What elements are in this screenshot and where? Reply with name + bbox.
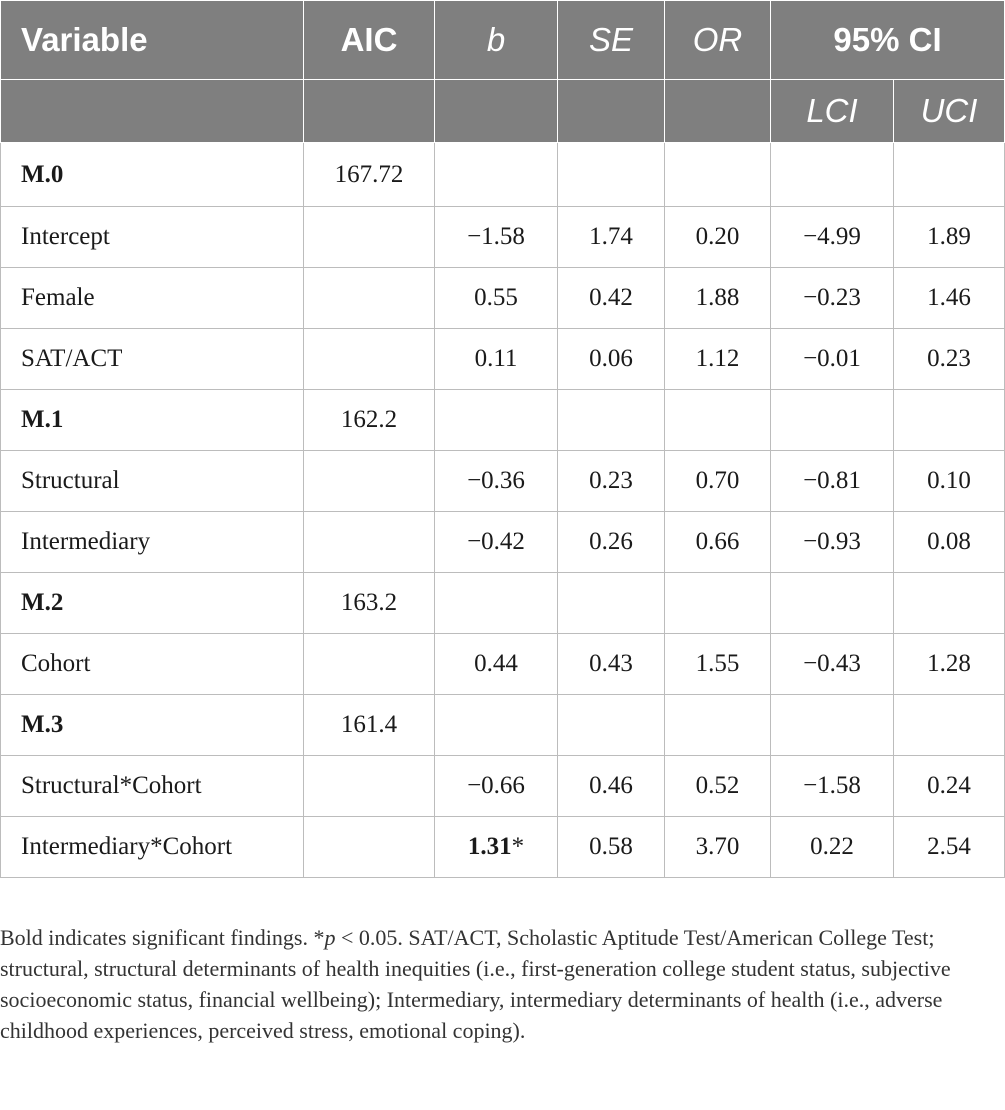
cell-b-value: −0.36 [467, 467, 525, 494]
cell-uci [894, 143, 1005, 207]
cell-lci: −0.01 [771, 329, 894, 390]
cell-or [665, 390, 771, 451]
header-blank [1, 80, 304, 143]
cell-uci: 1.46 [894, 268, 1005, 329]
cell-or: 0.20 [665, 207, 771, 268]
cell-uci [894, 573, 1005, 634]
cell-name: Structural [1, 451, 304, 512]
cell-aic: 163.2 [304, 573, 435, 634]
cell-lci: −4.99 [771, 207, 894, 268]
cell-name: Female [1, 268, 304, 329]
cell-or [665, 143, 771, 207]
table-row [1, 268, 1005, 329]
cell-se: 1.74 [558, 207, 665, 268]
cell-lci: −0.81 [771, 451, 894, 512]
cell-or: 1.88 [665, 268, 771, 329]
cell-lci [771, 143, 894, 207]
cell-name: M.0 [1, 143, 304, 207]
cell-lci [771, 695, 894, 756]
cell-uci [894, 695, 1005, 756]
table-row [1, 756, 1005, 817]
footnote-bold-note: Bold indicates significant findings. * [0, 925, 325, 950]
cell-name: M.1 [1, 390, 304, 451]
table-row [1, 817, 1005, 878]
cell-name: Intermediary*Cohort [1, 817, 304, 878]
cell-name: Intermediary [1, 512, 304, 573]
header-lci: LCI [771, 80, 894, 143]
cell-name: M.3 [1, 695, 304, 756]
table-footnote [0, 922, 1000, 1046]
table-row [1, 451, 1005, 512]
cell-uci: 2.54 [894, 817, 1005, 878]
cell-b-value: 0.11 [474, 345, 518, 372]
header-variable: Variable [1, 1, 304, 80]
header-subrow [1, 80, 1005, 143]
model-row [1, 573, 1005, 634]
cell-or: 1.12 [665, 329, 771, 390]
cell-uci: 0.24 [894, 756, 1005, 817]
cell-uci [894, 390, 1005, 451]
model-row [1, 143, 1005, 207]
cell-aic: 167.72 [304, 143, 435, 207]
model-row [1, 695, 1005, 756]
cell-lci [771, 573, 894, 634]
cell-lci: 0.22 [771, 817, 894, 878]
header-ci: 95% CI [771, 1, 1005, 80]
cell-uci: 0.10 [894, 451, 1005, 512]
cell-or: 0.52 [665, 756, 771, 817]
table-row [1, 634, 1005, 695]
cell-b [435, 390, 558, 451]
cell-b-value: 0.55 [474, 284, 518, 311]
cell-b [435, 143, 558, 207]
cell-name: SAT/ACT [1, 329, 304, 390]
significance-star: * [511, 833, 525, 860]
model-row [1, 390, 1005, 451]
cell-aic [304, 817, 435, 878]
cell-b [435, 817, 558, 878]
cell-se: 0.06 [558, 329, 665, 390]
header-blank [558, 80, 665, 143]
cell-or: 0.70 [665, 451, 771, 512]
cell-b [435, 695, 558, 756]
cell-b [435, 268, 558, 329]
header-blank [304, 80, 435, 143]
cell-or [665, 573, 771, 634]
cell-b [435, 634, 558, 695]
cell-aic [304, 207, 435, 268]
cell-se: 0.42 [558, 268, 665, 329]
cell-b [435, 756, 558, 817]
cell-lci: −0.93 [771, 512, 894, 573]
header-row [1, 1, 1005, 80]
cell-aic: 162.2 [304, 390, 435, 451]
cell-se: 0.46 [558, 756, 665, 817]
cell-se: 0.43 [558, 634, 665, 695]
cell-or: 1.55 [665, 634, 771, 695]
cell-aic [304, 329, 435, 390]
cell-se [558, 390, 665, 451]
cell-lci: −0.43 [771, 634, 894, 695]
footnote-threshold: < 0.05. [335, 925, 403, 950]
cell-uci: 1.89 [894, 207, 1005, 268]
cell-name: Structural*Cohort [1, 756, 304, 817]
table-header [1, 1, 1005, 143]
cell-b [435, 451, 558, 512]
cell-name: Cohort [1, 634, 304, 695]
footnote-p-letter: p [324, 925, 336, 950]
cell-b-value: 0.44 [474, 650, 518, 677]
cell-b [435, 207, 558, 268]
table-row [1, 329, 1005, 390]
cell-se: 0.26 [558, 512, 665, 573]
cell-aic: 161.4 [304, 695, 435, 756]
cell-or: 3.70 [665, 817, 771, 878]
cell-or [665, 695, 771, 756]
cell-b-value: 1.31 [467, 833, 512, 860]
cell-aic [304, 451, 435, 512]
cell-aic [304, 634, 435, 695]
cell-name: Intercept [1, 207, 304, 268]
header-blank [665, 80, 771, 143]
cell-se [558, 143, 665, 207]
header-or: OR [665, 1, 771, 80]
cell-b-value: −0.66 [467, 772, 525, 799]
cell-se: 0.58 [558, 817, 665, 878]
footnote-abbreviations: SAT/ACT, Scholastic Aptitude Test/American College Test; structural, structural determinants of health inequities (i.e., first-generation college student status, subjective socioeconomic status, financial wellbeing); Intermediary, intermediary determinants of health (i.e., adverse childhood experiences, perceived stress, emotional coping). [0, 925, 951, 1043]
cell-se [558, 695, 665, 756]
header-blank [435, 80, 558, 143]
cell-aic [304, 512, 435, 573]
cell-lci: −0.23 [771, 268, 894, 329]
header-se: SE [558, 1, 665, 80]
header-aic: AIC [304, 1, 435, 80]
header-b: b [435, 1, 558, 80]
table-row [1, 512, 1005, 573]
cell-or: 0.66 [665, 512, 771, 573]
cell-se [558, 573, 665, 634]
cell-b [435, 512, 558, 573]
cell-uci: 0.08 [894, 512, 1005, 573]
cell-uci: 0.23 [894, 329, 1005, 390]
cell-uci: 1.28 [894, 634, 1005, 695]
cell-aic [304, 756, 435, 817]
header-uci: UCI [894, 80, 1005, 143]
cell-b-value: −1.58 [467, 223, 525, 250]
cell-lci: −1.58 [771, 756, 894, 817]
table-row [1, 207, 1005, 268]
cell-se: 0.23 [558, 451, 665, 512]
cell-lci [771, 390, 894, 451]
cell-name: M.2 [1, 573, 304, 634]
cell-aic [304, 268, 435, 329]
cell-b [435, 573, 558, 634]
cell-b [435, 329, 558, 390]
cell-b-value: −0.42 [467, 528, 525, 555]
table-body [1, 143, 1005, 878]
